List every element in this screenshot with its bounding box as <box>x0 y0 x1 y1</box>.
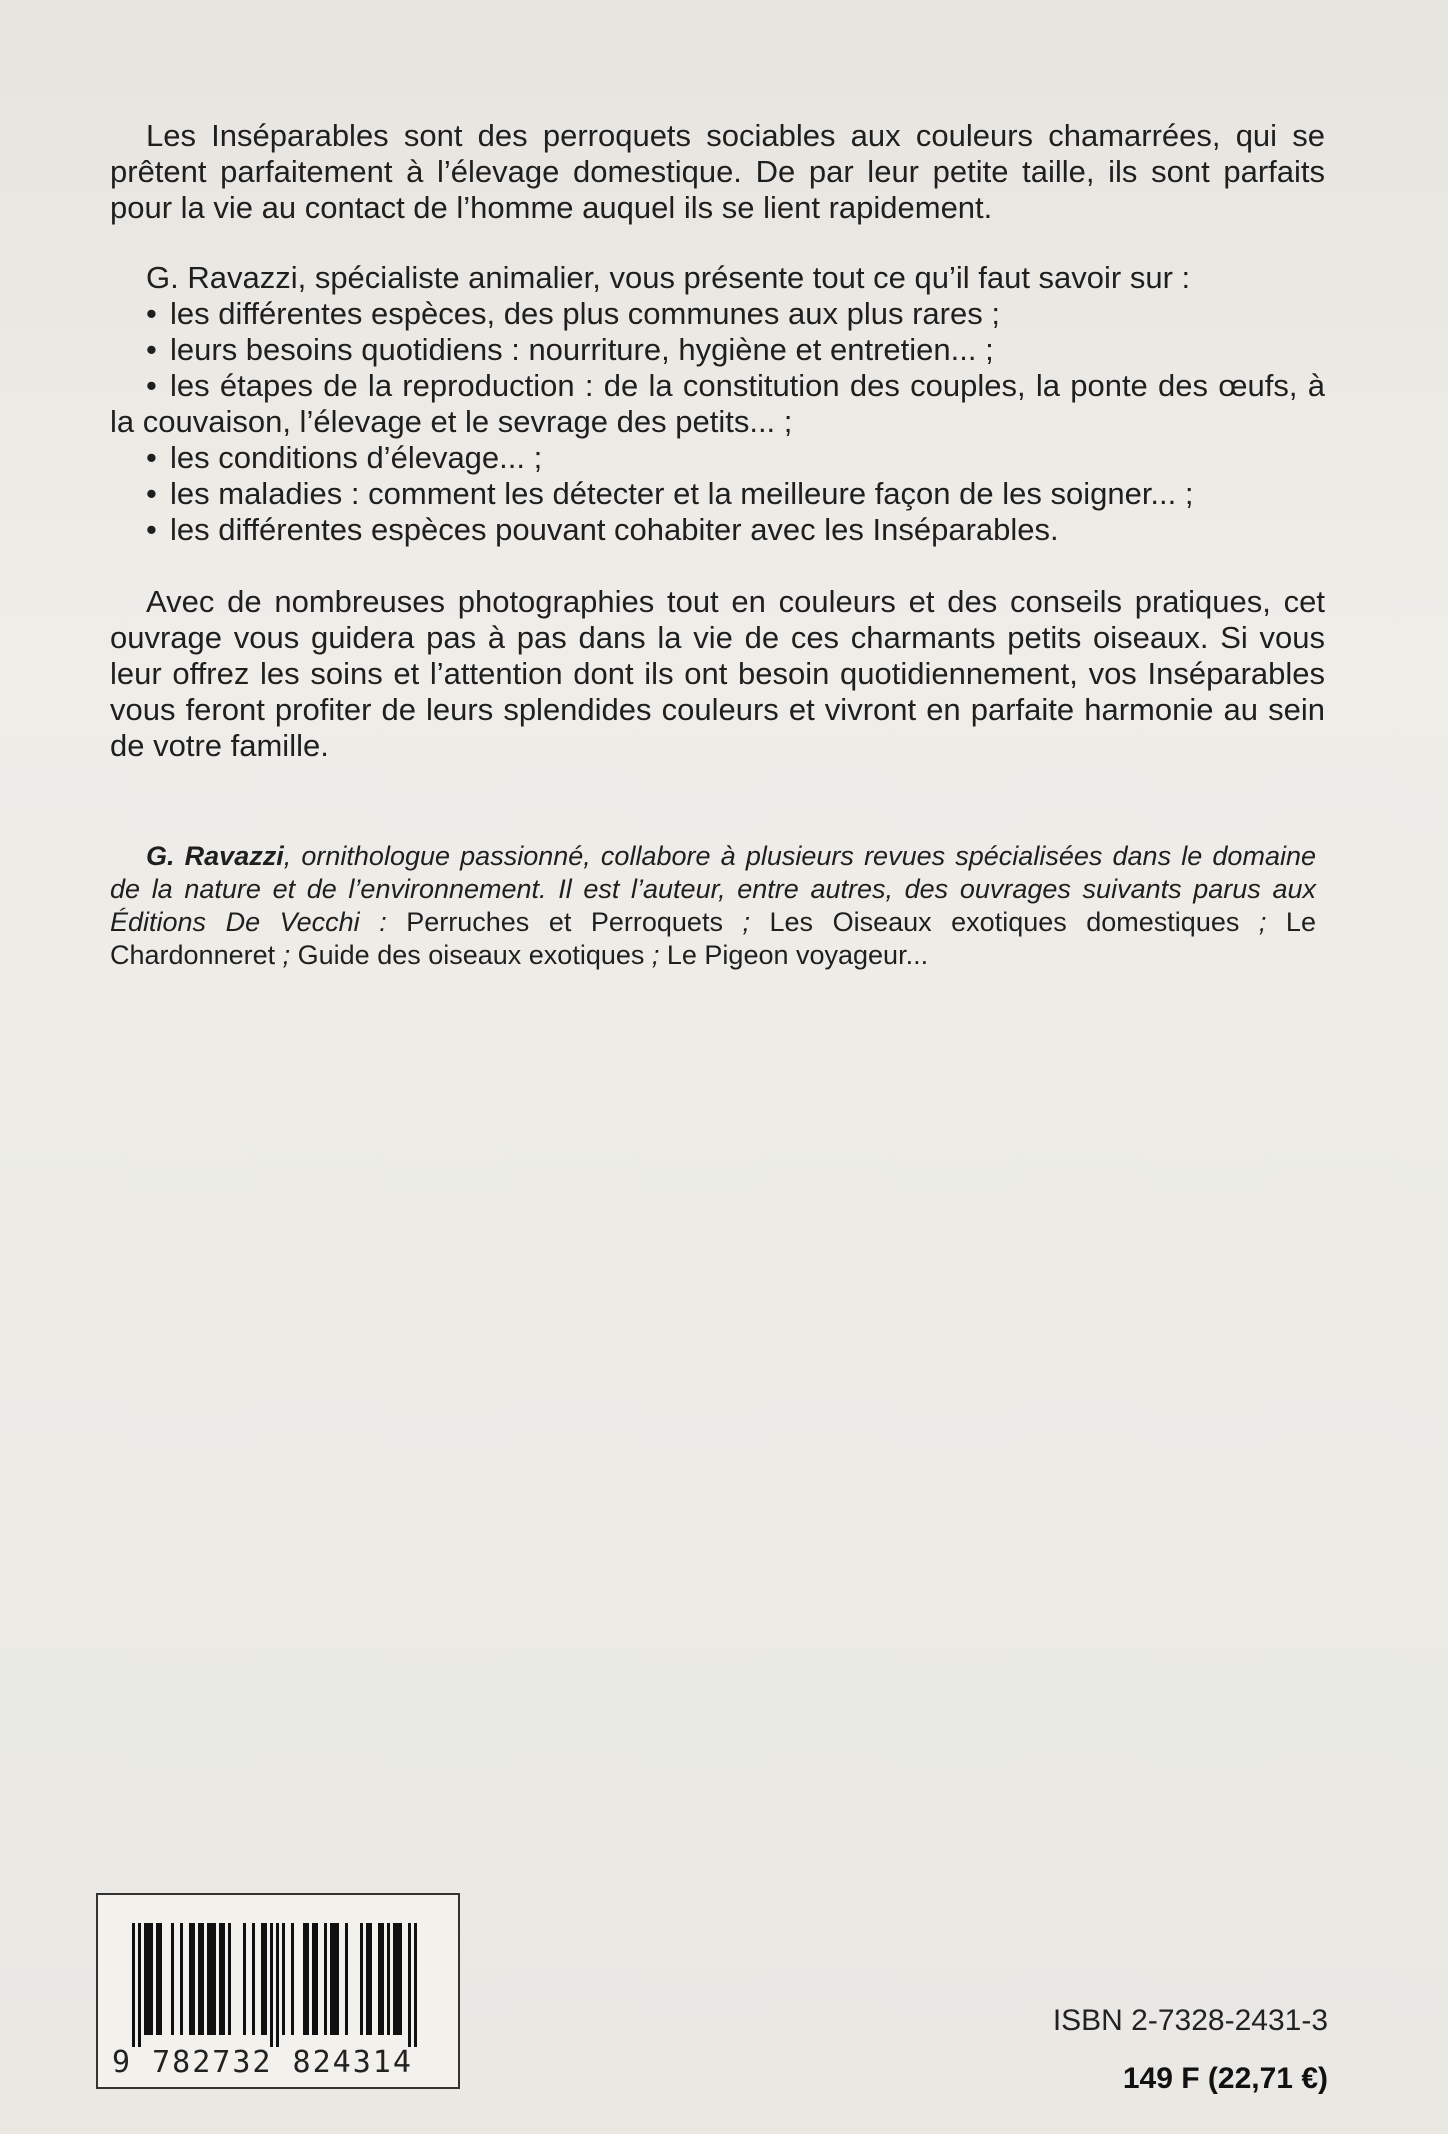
barcode-bar <box>138 1923 141 2047</box>
barcode-bar <box>360 1923 363 2035</box>
barcode-bar <box>324 1923 327 2035</box>
closing-paragraph: Avec de nombreuses photographies tout en couleurs et des conseils pratiques, cet ouvrage vous guidera pas à pas dans la vie de ces charmants petits oiseaux. Si vous leur offrez les soins et l’attention dont ils ont besoin quotidiennement, vos Inséparables vous feront profiter de leurs splendides couleurs et vivront en parfaite harmonie au sein de votre famille. <box>110 584 1325 763</box>
barcode-bar <box>201 1923 204 2035</box>
title-separator: ; <box>722 907 770 937</box>
topic-bullet <box>110 296 1325 332</box>
book-title: Le Pigeon voyageur... <box>666 940 929 970</box>
barcode-bar <box>189 1923 192 2035</box>
title-separator: ; <box>1239 907 1286 937</box>
barcode-box <box>96 1893 460 2089</box>
barcode-bar <box>252 1923 255 2035</box>
author-bio <box>110 840 1316 972</box>
barcode-bar <box>276 1923 279 2047</box>
book-title: Perruches et Perroquets <box>406 907 723 937</box>
book-title: Le Chardonneret <box>110 907 1316 970</box>
topics-lead: G. Ravazzi, spécialiste animalier, vous présente tout ce qu’il faut savoir sur : <box>146 260 1191 295</box>
barcode-bar <box>156 1923 159 2035</box>
barcode-bar <box>243 1923 246 2035</box>
barcode-bar <box>282 1923 285 2035</box>
bullet-marker: • <box>146 296 157 331</box>
isbn-number: ISBN 2-7328-2431-3 <box>1052 2004 1328 2037</box>
bullet-marker: • <box>146 368 157 403</box>
barcode-bar <box>333 1923 336 2035</box>
bullet-marker: • <box>146 440 157 475</box>
intro-paragraph: Les Inséparables sont des perroquets sociables aux couleurs chamarrées, qui se prêtent parfaitement à l’élevage domestique. De par leur petite taille, ils sont parfaits pour la vie au contact de l’homme auquel ils se lient rapidement. <box>110 118 1325 225</box>
barcode-bar <box>387 1923 390 2035</box>
barcode-bar <box>207 1923 210 2035</box>
topic-bullet <box>110 332 1325 368</box>
barcode-bar <box>198 1923 201 2035</box>
bullet-marker: • <box>146 512 157 547</box>
barcode-bar <box>312 1923 315 2035</box>
barcode-bar <box>303 1923 306 2035</box>
barcode-bar <box>414 1923 417 2047</box>
author-name: G. Ravazzi <box>146 841 284 871</box>
barcode-bar <box>345 1923 348 2035</box>
barcode-bar <box>408 1923 411 2047</box>
barcode-bar <box>150 1923 153 2035</box>
barcode-bar <box>306 1923 309 2035</box>
topic-text: les conditions d’élevage... ; <box>170 440 543 475</box>
barcode-bar <box>222 1923 225 2035</box>
intro-section <box>110 118 1325 226</box>
barcode-bar <box>219 1923 222 2035</box>
title-separator: ; <box>275 940 298 970</box>
topic-bullet <box>110 512 1325 548</box>
bullet-marker: • <box>146 332 157 367</box>
topic-bullet <box>110 368 1325 440</box>
topics-section <box>110 260 1325 548</box>
barcode-bar <box>147 1923 150 2035</box>
book-title: Les Oiseaux exotiques domestiques <box>769 907 1240 937</box>
barcode-digits: 9 782732 824314 <box>112 2045 413 2080</box>
barcode-bar <box>228 1923 231 2035</box>
barcode-bar <box>171 1923 174 2035</box>
barcode-bar <box>369 1923 372 2035</box>
barcode-bar <box>291 1923 294 2035</box>
title-separator: ; <box>644 940 667 970</box>
price-label: 149 F (22,71 €) <box>1122 2062 1328 2095</box>
barcode-bar <box>192 1923 195 2035</box>
barcode-bar <box>270 1923 273 2047</box>
topic-text: les étapes de la reproduction : de la constitution des couples, la ponte des œufs, à la couvaison, l’élevage et le sevrage des petits... ; <box>110 368 1325 439</box>
barcode-bar <box>393 1923 396 2035</box>
closing-section <box>110 584 1325 764</box>
barcode-bar <box>210 1923 213 2035</box>
barcode-bar <box>396 1923 399 2035</box>
barcode-bar <box>330 1923 333 2035</box>
barcode-bar <box>315 1923 318 2035</box>
barcode-bar <box>264 1923 267 2035</box>
barcode-bar <box>159 1923 162 2035</box>
barcode-bar <box>399 1923 402 2035</box>
book-title: Guide des oiseaux exotiques <box>297 940 645 970</box>
topic-text: leurs besoins quotidiens : nourriture, hygiène et entretien... ; <box>170 332 994 367</box>
barcode-bar <box>144 1923 147 2035</box>
barcode-icon <box>118 1923 438 2047</box>
topic-text: les différentes espèces pouvant cohabiter avec les Inséparables. <box>170 512 1059 547</box>
barcode-bar <box>366 1923 369 2035</box>
barcode-bar <box>132 1923 135 2047</box>
barcode-bar <box>180 1923 183 2035</box>
barcode-bar <box>378 1923 381 2035</box>
barcode-bar <box>213 1923 216 2035</box>
barcode-bar <box>336 1923 339 2035</box>
barcode-bar <box>381 1923 384 2035</box>
bullet-marker: • <box>146 476 157 511</box>
barcode-bar <box>261 1923 264 2035</box>
topic-bullet <box>110 476 1325 512</box>
topic-bullet <box>110 440 1325 476</box>
topic-text: les différentes espèces, des plus communes aux plus rares ; <box>170 296 1000 331</box>
topic-text: les maladies : comment les détecter et la meilleure façon de les soigner... ; <box>170 476 1194 511</box>
author-bio-text: , ornithologue passionné, collabore à plusieurs revues spécialisées dans le domaine de la nature et de l’environnement. Il est l’auteur, entre autres, des ouvrages suivants parus aux Éditions De Vecchi : <box>110 841 1316 937</box>
